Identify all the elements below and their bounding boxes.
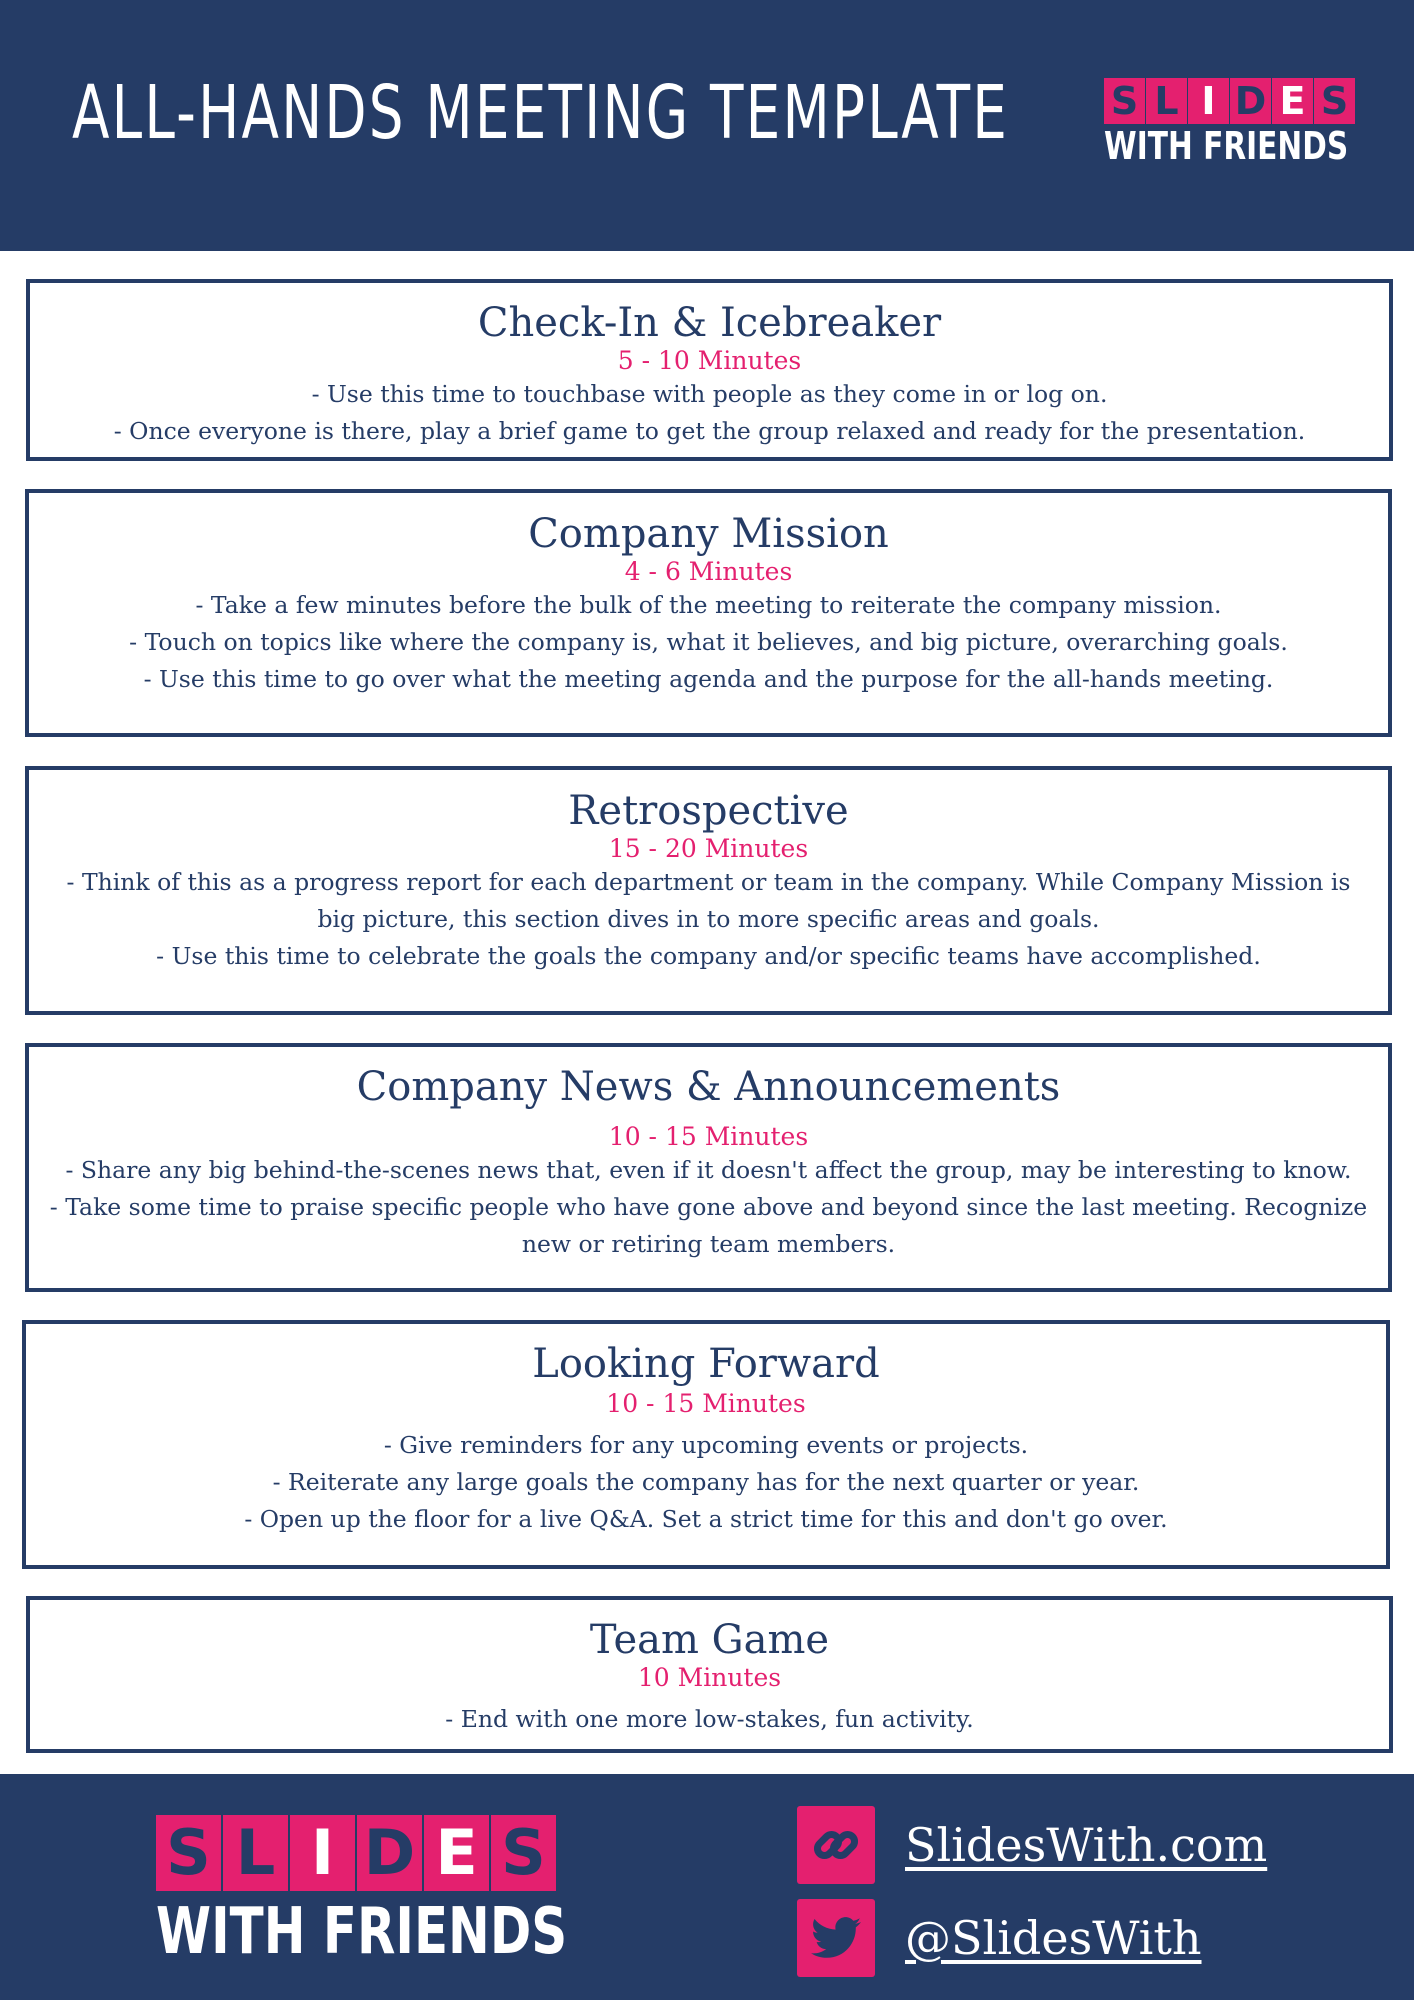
agenda-section-check-in [26, 279, 1393, 461]
section-bullet: - Share any big behind-the-scenes news that, even if it doesn't affect the group, may be interesting to know. [65, 1156, 1352, 1184]
agenda-section-company-news [25, 1043, 1392, 1292]
logo-letter: I [290, 1815, 355, 1891]
page-header [0, 0, 1414, 251]
agenda-section-team-game [26, 1596, 1393, 1753]
agenda-section-company-mission [25, 489, 1392, 737]
header-logo [1104, 78, 1414, 168]
agenda-section-looking-forward [22, 1320, 1390, 1569]
link-icon [797, 1806, 875, 1884]
section-duration: 4 - 6 Minutes [624, 557, 793, 586]
logo-letter: S [491, 1815, 556, 1891]
section-bullet: - Once everyone is there, play a brief game to get the group relaxed and ready for the presentation. [113, 417, 1306, 445]
section-title: Check-In & Icebreaker [477, 300, 942, 346]
section-duration: 15 - 20 Minutes [608, 834, 809, 863]
section-bullet: - Open up the floor for a live Q&A. Set a strict time for this and don't go over. [244, 1505, 1168, 1533]
page-title: ALL-HANDS MEETING TEMPLATE [72, 70, 1010, 156]
logo-letter: E [424, 1815, 489, 1891]
logo-letter: L [223, 1815, 288, 1891]
section-title: Looking Forward [532, 1341, 880, 1387]
section-title: Company News & Announcements [356, 1064, 1061, 1110]
section-bullet: - Use this time to celebrate the goals the company and/or specific teams have accomplished. [156, 942, 1261, 970]
logo-letters [1104, 78, 1414, 124]
twitter-handle[interactable]: @SlidesWith [905, 1911, 1202, 1965]
logo-letter: D [1230, 78, 1271, 124]
section-bullet: new or retiring team members. [521, 1230, 896, 1258]
website-link[interactable]: SlidesWith.com [905, 1818, 1268, 1872]
footer-logo [156, 1815, 683, 1969]
section-bullet: - Think of this as a progress report for each department or team in the company. While Company Mission is [66, 868, 1351, 896]
section-bullet: - Take some time to praise specific people who have gone above and beyond since the last meeting. Recognize [49, 1193, 1368, 1221]
section-duration: 10 - 15 Minutes [608, 1122, 809, 1151]
logo-letter: E [1272, 78, 1313, 124]
website-contact[interactable] [797, 1806, 1267, 1884]
logo-letter: L [1146, 78, 1187, 124]
section-title: Retrospective [568, 788, 849, 834]
logo-subtitle: WITH FRIENDS [156, 1895, 568, 1969]
logo-letter: S [1314, 78, 1355, 124]
logo-letter: D [357, 1815, 422, 1891]
logo-letter: S [1104, 78, 1145, 124]
logo-subtitle: WITH FRIENDS [1104, 124, 1349, 168]
section-duration: 10 Minutes [637, 1663, 782, 1692]
section-bullet: - Take a few minutes before the bulk of the meeting to reiterate the company mission. [195, 591, 1222, 619]
section-duration: 5 - 10 Minutes [617, 346, 802, 375]
section-bullet: - Use this time to touchbase with people as they come in or log on. [311, 380, 1108, 408]
agenda-section-retrospective [25, 766, 1392, 1015]
logo-letter: I [1188, 78, 1229, 124]
section-title: Team Game [589, 1617, 830, 1663]
section-bullet: - Touch on topics like where the company is, what it believes, and big picture, overarching goals. [129, 628, 1288, 656]
logo-letter: S [156, 1815, 221, 1891]
section-title: Company Mission [528, 511, 889, 557]
section-bullet: - Give reminders for any upcoming events or projects. [383, 1431, 1029, 1459]
section-bullet: - End with one more low-stakes, fun activity. [445, 1705, 974, 1733]
section-bullet: - Use this time to go over what the meeting agenda and the purpose for the all-hands meeting. [143, 665, 1274, 693]
section-bullet: - Reiterate any large goals the company has for the next quarter or year. [272, 1468, 1140, 1496]
section-bullet: big picture, this section dives in to more specific areas and goals. [317, 905, 1100, 933]
twitter-icon [797, 1899, 875, 1977]
logo-letters [156, 1815, 683, 1891]
section-duration: 10 - 15 Minutes [606, 1389, 806, 1418]
twitter-contact[interactable] [797, 1899, 1202, 1977]
